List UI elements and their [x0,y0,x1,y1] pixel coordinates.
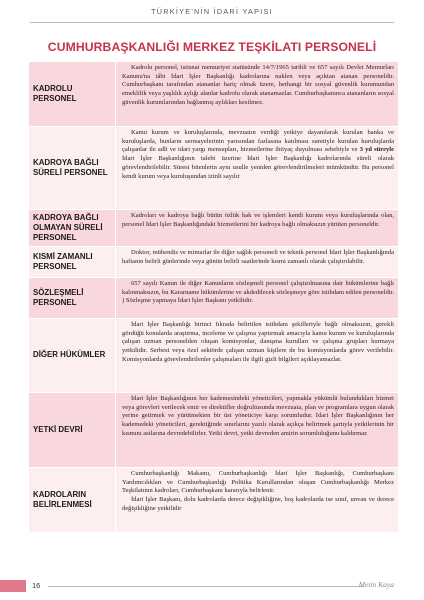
row-text [116,210,398,246]
table-row-kadroya-bagli-olmayan [29,210,398,247]
row-paragraph: İdari İşler Başkanlığının her kademesindeki yöneticileri, yapmakla yükümlü bulundukları hizmet veya görevleri verilecek emir ve direktifler doğrultusunda mevzuata, plan ve programlara uygun olarak yerine getirmek ve yürütmekten bir üst yöneticiye karşı sorumludur. İdari İşler Başkanlığının her kademedeki yöneticileri, gerektiğinde sınırlarını yazılı olarak açıkça belirtmek şartıyla yetkilerinin bir kısmını astlarına devredebilirler. Yetki devri, yetki devreden amirin sorumluluğunu kaldırmaz [122,395,394,437]
table-row-yetki-devri [29,393,398,468]
row-label: YETKİ DEVRİ [29,393,116,467]
footer-accent-bar [0,580,26,592]
row-paragraph-after: İdari İşler Başkanlığının talebi üzerine İdari İşler Başkanlığı kadrolarında süreli olarak görevlendirilebilir. Süresi bitenlerin aynı usulle yeniden görevlendirilmeleri mümkündür. Bu personel kendi kurum veya kuruluşundan izinli sayılır [122,155,394,180]
row-paragraph: Kadroları ve kadroya bağlı bütün özlük hak ve işlemleri kendi kurum veya kuruluşlarında olan, personel İdari İşler Başkanlığındaki hizmetlerini bir kadroya bağlı olmaksızın yürüten personeldir. [122,212,394,228]
footer-divider [48,586,364,587]
table-row-kadrolu [29,62,398,127]
row-label: KADROYA BAĞLI SÜRELİ PERSONEL [29,127,116,209]
row-text [116,247,398,277]
row-text [116,319,398,392]
table-row-kismi-zamanli [29,247,398,278]
page-title: CUMHURBAŞKANLIĞI MERKEZ TEŞKİLATI PERSONELİ [47,40,377,54]
personnel-table [29,62,398,533]
row-text [116,278,398,318]
row-text [116,62,398,126]
row-paragraph: Kadrolu personel, istisnai memuriyet statüsünde 14/7/1965 tarihli ve 657 sayılı Devlet Memurları Kanunu'na tâbi İdari İşler Başkanlığı kadrolarına naklen veya açıktan atanan personeldir. Cumhurbaşkanı tarafından atananlar hariç olmak üzere, herhangi bir sosyal güvenlik kurumundan emeklilik veya yaşlılık aylığı alanlar kadrolu olarak atanamazlar. Cumhurbaşkanınca atananların sosyal güvenlik kurumlarından bağlanmış aylıkları kesilmez. [122,64,394,106]
row-label: DİĞER HÜKÜMLER [29,319,116,392]
row-text [116,393,398,467]
author-name: Metin Kaya [358,580,394,589]
row-label: KADROLU PERSONEL [29,62,116,126]
row-label: KISMİ ZAMANLI PERSONEL [29,247,116,277]
row-paragraph: Cumhurbaşkanlığı Makamı, Cumhurbaşkanlığı İdari İşler Başkanlığı, Cumhurbaşkanı Yardımcılıkları ve Cumhurbaşkanlığı Politika Kurullarından oluşan Cumhurbaşkanlığı Merkez Teşkilatının kadroları, Cumhurbaşkanı kararıyla belirlenir. [122,470,394,495]
header-divider [30,22,394,23]
page-number: 16 [32,581,41,590]
table-row-sozlesmeli [29,278,398,319]
row-paragraph-before: Kamu kurum ve kuruluşlarında, mevzuatın verdiği yetkiye dayanılarak kurulan banka ve kuruluşlarda, bunların sermayelerinin yarısından fazlasına katılması suretiyle kurulan kuruluşlarda çalışanlar ile adli ve idari yargı mensupları, hizmetlerine ihtiyaç duyulması sebebiyle ve [122,129,394,154]
row-paragraph [122,129,394,181]
row-text [116,468,398,532]
row-paragraph: İdari İşler Başkanı, dolu kadrolarda derece değişikliğine, boş kadrolarda ise sınıf, unvan ve derece değişikliğine yetkilidir [122,496,394,512]
row-paragraph-emphasis: 3 yıl süreyle [359,146,394,154]
running-head: TÜRKİYE'NİN İDARİ YAPISI [151,7,273,16]
row-paragraph: Doktor, mühendis ve mimarlar ile diğer sağlık personeli ve teknik personel İdari İşler Başkanlığında haftanın belirli günlerinde veya günün belirli saatlerinde kısmi zamanlı olarak çalıştırılabilir. [122,249,394,265]
table-row-diger-hukumler [29,319,398,393]
row-text [116,127,398,209]
row-paragraph: İdari İşler Başkanlığı birinci fıkrada belirtilen istihdam şekilleriyle bağlı olmaksızın, gerekli gördüğü konularda araştırma, inceleme ve çalışma yaptırmak amacıyla kamu kurum ve kuruluşlarında çalışan uzman personelden oluşan komisyonlar, danışma kurulları ve çalışma grupları kurmaya yetkilidir. Serbest veya özel sektörde çalışan uzman kişilere de bu komisyonlarda görev verilebilir. Komisyonlarda görevlendirilenler çalışmaları ile ilgili gizli bilgileri açıklayamazlar. [122,321,394,363]
row-label: KADROYA BAĞLI OLMAYAN SÜRELİ PERSONEL [29,210,116,246]
table-row-kadrolarin-belirlenmesi [29,468,398,533]
row-label: KADROLARIN BELİRLENMESİ [29,468,116,532]
row-label: SÖZLEŞMELİ PERSONEL [29,278,116,318]
table-row-kadroya-bagli [29,127,398,210]
row-paragraph: 657 sayılı Kanun ile diğer Kanunların sözleşmeli personel çalıştırılmasına dair hükümlerine bağlı kalınmaksızın, bu Kararname hükümlerine ve akdedilecek sözleşmeye göre istihdam edilen personeldir. ) Sözleşme yapmaya İdari İşler Başkanı yetkilidir. [122,280,394,305]
